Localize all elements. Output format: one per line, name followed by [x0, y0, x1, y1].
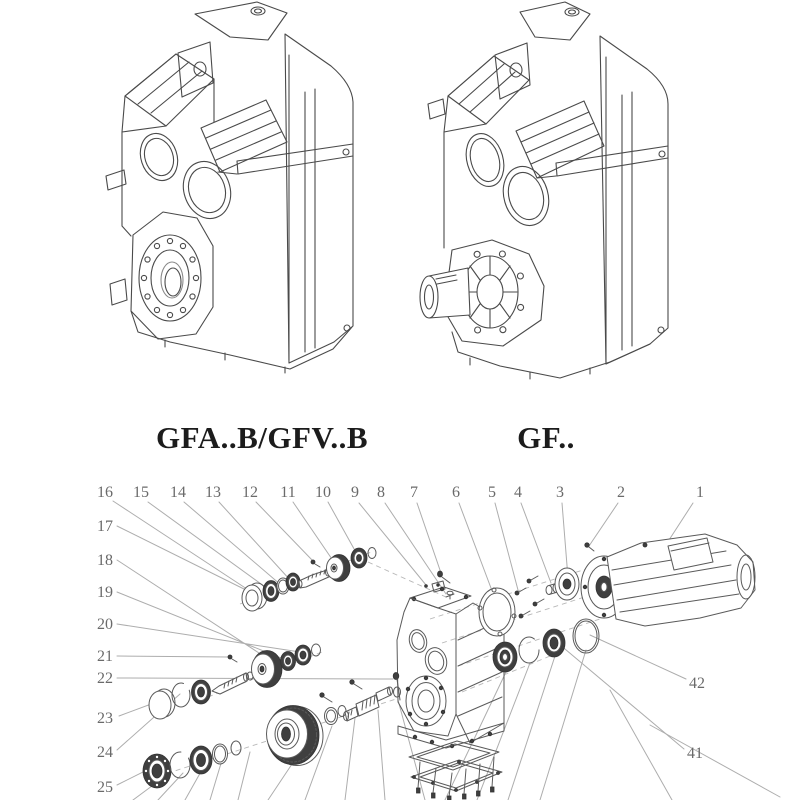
callout-41: 41	[687, 745, 703, 762]
part-output-pinion-shaft	[344, 687, 393, 721]
callout-6: 6	[452, 484, 460, 501]
part-ball-bearing	[143, 754, 171, 788]
callout-22: 22	[97, 670, 113, 687]
callout-11: 11	[280, 484, 296, 501]
part-bolt	[350, 680, 362, 689]
part-input-pinion-shaft	[298, 568, 331, 588]
gearbox-drawing-gf	[420, 2, 668, 379]
callout-1: 1	[696, 484, 704, 501]
callout-15: 15	[133, 484, 149, 501]
part-coupling-flange	[555, 568, 579, 600]
part-output-gear	[267, 706, 324, 766]
callout-8: 8	[377, 484, 385, 501]
part-oil-seal-large	[543, 629, 565, 657]
part-bearing-large	[493, 642, 517, 672]
callout-4: 4	[514, 484, 522, 501]
part-washer	[213, 744, 228, 764]
callout-7: 7	[410, 484, 418, 501]
callout-19: 19	[97, 584, 113, 601]
gearbox-drawing-gfab	[106, 2, 353, 373]
part-bottom-cover	[411, 757, 502, 800]
callout-18: 18	[97, 552, 113, 569]
part-bearing	[295, 645, 311, 665]
part-circlip	[172, 683, 190, 707]
part-oil-seal	[263, 581, 279, 602]
callout-17: 17	[97, 518, 113, 535]
output-shaft-assembly	[143, 680, 401, 788]
part-shim	[312, 644, 321, 656]
callout-14: 14	[170, 484, 186, 501]
part-o-ring	[573, 619, 599, 653]
callout-5: 5	[488, 484, 496, 501]
callout-21: 21	[97, 648, 113, 665]
part-gear-second-stage	[252, 651, 283, 688]
part-bearing	[281, 652, 296, 671]
part-circlip	[170, 752, 190, 778]
part-oil-seal	[190, 746, 212, 774]
part-bolt	[320, 693, 332, 702]
part-ring-small	[338, 706, 346, 717]
exploded-view	[97, 484, 780, 800]
part-motor-bolt	[585, 543, 594, 551]
part-long-bolt	[438, 571, 451, 583]
part-gear-first-stage	[327, 555, 351, 582]
callout-42: 42	[689, 675, 705, 692]
model-label-left: GFA..B/GFV..B	[155, 420, 369, 455]
callout-12: 12	[242, 484, 258, 501]
callout-10: 10	[315, 484, 331, 501]
part-ring	[325, 708, 338, 725]
callout-3: 3	[556, 484, 564, 501]
callout-16: 16	[97, 484, 113, 501]
part-circlip	[519, 637, 539, 663]
callout-23: 23	[97, 710, 113, 727]
part-bearing	[351, 548, 367, 568]
callout-13: 13	[205, 484, 221, 501]
part-spacer	[231, 741, 241, 755]
callout-9: 9	[351, 484, 359, 501]
part-motor	[581, 534, 755, 626]
callout-20: 20	[97, 616, 113, 633]
part-flange-gasket	[478, 588, 516, 636]
model-label-right: GF..	[517, 420, 575, 455]
callout-2: 2	[617, 484, 625, 501]
part-set-screw	[311, 560, 320, 567]
callout-25: 25	[97, 779, 113, 796]
callout-24: 24	[97, 744, 113, 761]
part-set-screw	[228, 655, 237, 662]
part-oil-seal	[192, 680, 211, 704]
